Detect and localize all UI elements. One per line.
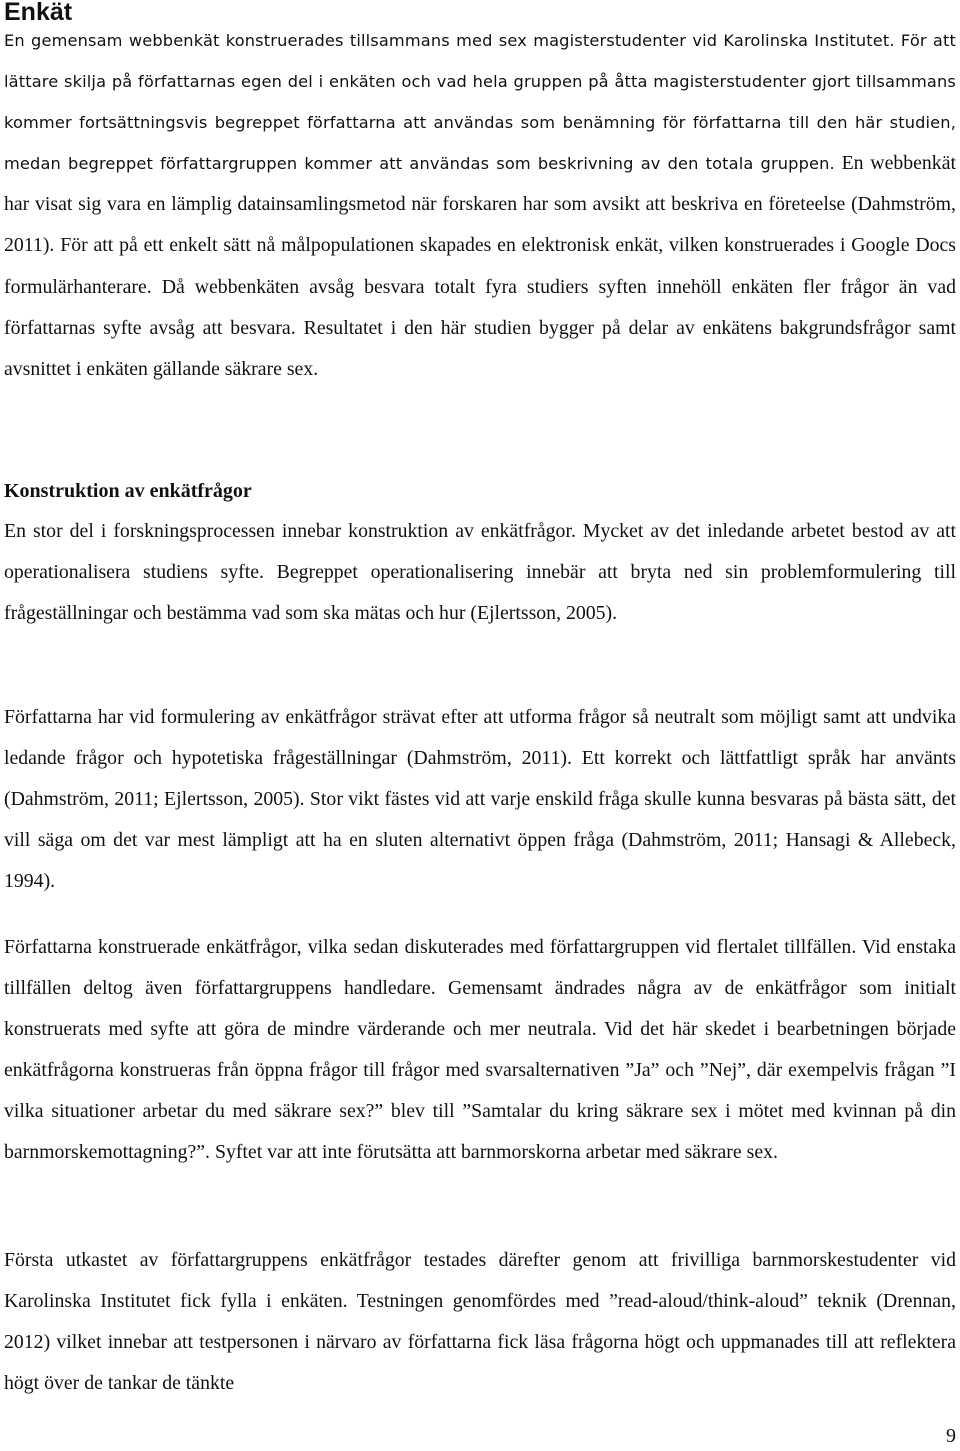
intro-paragraph bbox=[4, 20, 956, 390]
intro-serif-text: En webbenkät har visat sig vara en lämplig datainsamlingsmetod när forskaren har som avsikt att beskriva en företeelse (Dahmström, 2011). För att på ett enkelt sätt nå målpopulationen skapades en elektronisk enkät, vilken konstruerades i Google Docs formulärhanterare. Då webbenkäten avsåg besvara totalt fyra studiers syften innehöll enkäten fler frågor än vad författarnas syfte avsåg att besvara. Resultatet i den här studien bygger på delar av enkätens bakgrundsfrågor samt avsnittet i enkäten gällande säkrare sex. bbox=[4, 152, 956, 380]
body-paragraph-1: En stor del i forskningsprocessen innebar konstruktion av enkätfrågor. Mycket av det inledande arbetet bestod av att operationalisera studiens syfte. Begreppet operationalisering innebär att bryta ned sin problemformulering till frågeställningar och bestämma vad som ska mätas och hur (Ejlertsson, 2005). bbox=[4, 520, 956, 625]
section-heading: Enkät bbox=[4, 0, 73, 26]
page-number: 9 bbox=[946, 1425, 956, 1447]
body-paragraph-3: Författarna konstruerade enkätfrågor, vilka sedan diskuterades med författargruppen vid flertalet tillfällen. Vid enstaka tillfällen deltog även författargruppens handledare. Gemensamt ändrades några av de enkätfrågor som initialt konstruerats med syfte att göra de mindre värderande och mer neutrala. Vid det här skedet i bearbetningen började enkätfrågorna konstrueras från öppna frågor till frågor med svarsalternativen ”Ja” och ”Nej”, där exempelvis frågan ”I vilka situationer arbetar du med säkrare sex?” blev till ”Samtalar du kring säkrare sex i mötet med kvinnan på din barnmorskemottagning?”. Syftet var att inte förutsätta att barnmorskorna arbetar med säkrare sex. bbox=[4, 936, 956, 1164]
body-paragraph-2: Författarna har vid formulering av enkätfrågor strävat efter att utforma frågor så neutralt som möjligt samt att undvika ledande frågor och hypotetiska frågeställningar (Dahmström, 2011). Ett korrekt och lättfattligt språk har använts (Dahmström, 2011; Ejlertsson, 2005). Stor vikt fästes vid att varje enskild fråga skulle kunna besvaras på bästa sätt, det vill säga om det var mest lämpligt att ha en sluten alternativt öppen fråga (Dahmström, 2011; Hansagi & Allebeck, 1994). bbox=[4, 706, 956, 893]
body-paragraph-4: Första utkastet av författargruppens enkätfrågor testades därefter genom att frivilliga barnmorskestudenter vid Karolinska Institutet fick fylla i enkäten. Testningen genomfördes med ”read-aloud/think-aloud” teknik (Drennan, 2012) vilket innebar att testpersonen i närvaro av författarna fick läsa frågorna högt och uppmanades till att reflektera högt över de tankar de tänkte bbox=[4, 1249, 956, 1395]
intro-sans-text: En gemensam webbenkät konstruerades tillsammans med sex magisterstudenter vid Karolinska Institutet. För att lättare skilja på författarnas egen del i enkäten och vad hela gruppen på åtta magisterstudenter gjort tillsammans kommer fortsättningsvis begreppet författarna att användas som benämning för författarna till den här studien, medan begreppet författargruppen kommer att användas som beskrivning av den totala gruppen. bbox=[4, 31, 956, 174]
subsection-heading: Konstruktion av enkätfrågor bbox=[4, 480, 252, 502]
